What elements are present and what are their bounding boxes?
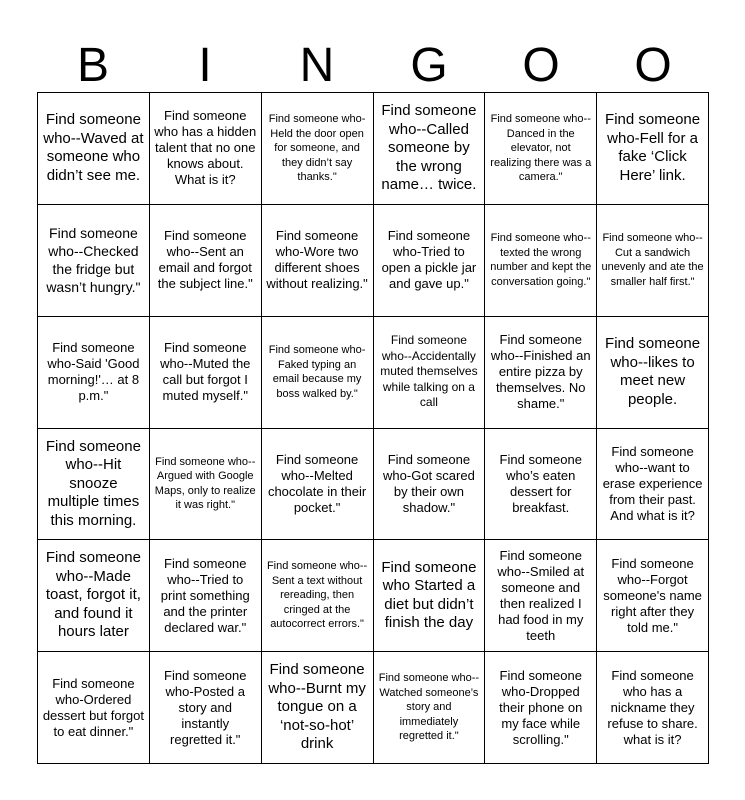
- bingo-square[interactable]: [38, 93, 150, 205]
- bingo-square[interactable]: [597, 93, 709, 205]
- square-text: Find someone who--Cut a sandwich unevenly and ate the smaller half first.": [601, 232, 704, 288]
- square-text: Find someone who--Sent an email and forgot the subject line.": [157, 228, 253, 292]
- bingo-square[interactable]: [597, 317, 709, 429]
- square-text: Find someone who--Waved at someone who didn’t see me.: [43, 111, 144, 184]
- bingo-square[interactable]: [374, 93, 486, 205]
- bingo-square[interactable]: [262, 93, 374, 205]
- bingo-square[interactable]: [150, 429, 262, 541]
- square-text: Find someone who--Finished an entire pizza by themselves. No shame.": [490, 332, 591, 412]
- bingo-square[interactable]: [150, 93, 262, 205]
- square-text: Find someone who-Wore two different shoes without realizing.": [266, 228, 368, 292]
- bingo-square[interactable]: [597, 429, 709, 541]
- square-text: Find someone who--Watched someone’s story and immediately regretted it.": [378, 672, 480, 743]
- square-text: Find someone who-Got scared by their own shadow.": [383, 451, 475, 515]
- bingo-square[interactable]: [38, 429, 150, 541]
- square-text: Find someone who-Fell for a fake ‘Click Here’ link.: [605, 111, 701, 184]
- bingo-square[interactable]: [262, 652, 374, 764]
- bingo-header: [37, 38, 709, 90]
- square-text: Find someone who--Forgot someone's name right after they told me.": [603, 555, 702, 635]
- square-text: Find someone who--texted the wrong number and kept the conversation going.": [490, 232, 592, 288]
- bingo-square[interactable]: [374, 652, 486, 764]
- square-text: Find someone who has a hidden talent that no one knows about. What is it?: [154, 108, 257, 188]
- square-text: Find someone who--Tried to print something and the printer declared war.": [160, 555, 250, 635]
- bingo-square[interactable]: [374, 205, 486, 317]
- bingo-square[interactable]: [38, 317, 150, 429]
- bingo-square[interactable]: [485, 205, 597, 317]
- header-letter-b: B: [76, 39, 109, 92]
- bingo-square[interactable]: [597, 652, 709, 764]
- bingo-square[interactable]: [485, 317, 597, 429]
- bingo-square[interactable]: [374, 540, 486, 652]
- bingo-square[interactable]: [374, 317, 486, 429]
- bingo-square[interactable]: [485, 429, 597, 541]
- bingo-square[interactable]: [38, 652, 150, 764]
- square-text: Find someone who--Muted the call but forgot I muted myself.": [160, 340, 251, 404]
- square-text: Find someone who-- Sent a text without rereading, then cringed at the autocorrect errors.": [266, 560, 368, 631]
- bingo-square[interactable]: [262, 540, 374, 652]
- square-text: Find someone who--Made toast, forgot it, and found it hours later: [45, 549, 141, 641]
- header-letter-g: G: [410, 39, 448, 92]
- bingo-square[interactable]: [38, 540, 150, 652]
- header-letter-o: O: [522, 39, 560, 92]
- square-text: Find someone who--Smiled at someone and then realized I had food in my teeth: [497, 547, 585, 643]
- square-text: Find someone who has a nickname they refuse to share. what is it?: [607, 667, 698, 747]
- header-letter-i: I: [198, 39, 212, 92]
- square-text: Find someone who--Melted chocolate in their pocket.": [267, 451, 367, 515]
- header-letter-o-2: O: [634, 39, 672, 92]
- bingo-square[interactable]: [485, 93, 597, 205]
- bingo-grid: [37, 92, 709, 764]
- square-text: Find someone who--Checked the fridge but wasn’t hungry.": [46, 225, 141, 296]
- square-text: Find someone who--Called someone by the wrong name… twice.: [381, 102, 477, 194]
- square-text: Find someone who Started a diet but didn’t finish the day: [381, 558, 477, 632]
- square-text: Find someone who-Faked typing an email because my boss walked by.": [268, 344, 366, 400]
- square-text: Find someone who-Held the door open for someone, and they didn’t say thanks.": [268, 113, 366, 184]
- bingo-square[interactable]: [374, 429, 486, 541]
- square-text: Find someone who--likes to meet new people.: [605, 335, 701, 408]
- bingo-square[interactable]: [262, 205, 374, 317]
- bingo-square[interactable]: [597, 540, 709, 652]
- square-text: Find someone who-Said 'Good morning!'… at 8 p.m.": [47, 340, 140, 404]
- bingo-square[interactable]: [150, 317, 262, 429]
- header-letter-n: N: [299, 39, 335, 92]
- square-text: Find someone who-Ordered dessert but forgot to eat dinner.": [42, 675, 144, 739]
- square-text: Find someone who’s eaten dessert for breakfast.: [499, 451, 582, 515]
- bingo-square[interactable]: [262, 317, 374, 429]
- bingo-square[interactable]: [150, 540, 262, 652]
- bingo-square[interactable]: [38, 205, 150, 317]
- square-text: Find someone who--want to erase experience from their past. And what is it?: [602, 443, 703, 523]
- square-text: Find someone who-Tried to open a pickle jar and gave up.": [381, 228, 477, 292]
- bingo-square[interactable]: [485, 540, 597, 652]
- square-text: Find someone who-Posted a story and instantly regretted it.": [164, 667, 247, 747]
- square-text: Find someone who--Danced in the elevator, not realizing there was a camera.": [490, 113, 592, 184]
- bingo-square[interactable]: [150, 652, 262, 764]
- square-text: Find someone who--Hit snooze multiple times this morning.: [45, 437, 141, 529]
- square-text: Find someone who-Dropped their phone on my face while scrolling.": [499, 667, 583, 747]
- bingo-square[interactable]: [597, 205, 709, 317]
- square-text: Find someone who--Burnt my tongue on a ‘not-so-hot’ drink: [268, 661, 366, 753]
- bingo-square[interactable]: [262, 429, 374, 541]
- square-text: Find someone who--Argued with Google Maps, only to realize it was right.": [154, 455, 256, 512]
- square-text: Find someone who--Accidentally muted themselves while talking on a call: [380, 333, 478, 410]
- bingo-square[interactable]: [150, 205, 262, 317]
- bingo-square[interactable]: [485, 652, 597, 764]
